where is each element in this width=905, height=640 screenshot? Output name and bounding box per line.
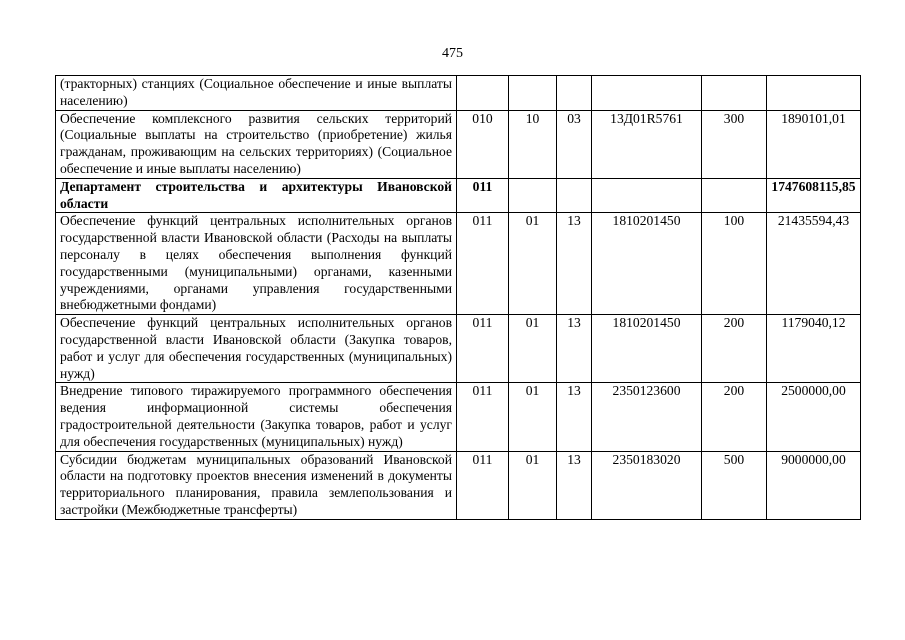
table-row <box>56 178 861 213</box>
row-ministry-code: 011 <box>457 315 509 383</box>
row-expense-type: 100 <box>702 213 767 315</box>
row-ministry-code: 011 <box>457 451 509 519</box>
row-subsection-code <box>557 178 592 213</box>
table-row <box>56 451 861 519</box>
row-target-code: 13Д01R5761 <box>592 110 702 178</box>
table-row <box>56 110 861 178</box>
row-target-code: 1810201450 <box>592 213 702 315</box>
row-ministry-code: 010 <box>457 110 509 178</box>
row-amount <box>767 76 861 111</box>
row-ministry-code <box>457 76 509 111</box>
row-description: Обеспечение функций центральных исполнительных органов государственной власти Ивановской области (Расходы на выплаты персоналу в целях обеспечения выполнения функций государственными (муниципальными) органами, казенными учреждениями, органами управления государственными внебюджетными фондами) <box>56 213 457 315</box>
row-target-code: 1810201450 <box>592 315 702 383</box>
row-amount: 21435594,43 <box>767 213 861 315</box>
row-description: (тракторных) станциях (Социальное обеспечение и иные выплаты населению) <box>56 76 457 111</box>
row-expense-type <box>702 76 767 111</box>
row-expense-type: 200 <box>702 383 767 451</box>
row-amount: 9000000,00 <box>767 451 861 519</box>
row-section-code: 10 <box>509 110 557 178</box>
row-section-code: 01 <box>509 451 557 519</box>
row-expense-type: 200 <box>702 315 767 383</box>
row-description: Обеспечение функций центральных исполнительных органов государственной власти Ивановской области (Закупка товаров, работ и услуг для обеспечения государственных (муниципальных) нужд) <box>56 315 457 383</box>
row-section-code: 01 <box>509 383 557 451</box>
row-section-code <box>509 178 557 213</box>
row-ministry-code: 011 <box>457 383 509 451</box>
row-subsection-code: 13 <box>557 213 592 315</box>
row-subsection-code: 03 <box>557 110 592 178</box>
row-description: Субсидии бюджетам муниципальных образований Ивановской области на подготовку проектов внесения изменений в документы территориального планирования, правила землепользования и застройки (Межбюджетные трансферты) <box>56 451 457 519</box>
row-target-code <box>592 76 702 111</box>
row-description: Департамент строительства и архитектуры Ивановской области <box>56 178 457 213</box>
row-amount: 1747608115,85 <box>767 178 861 213</box>
row-expense-type: 300 <box>702 110 767 178</box>
row-subsection-code <box>557 76 592 111</box>
row-ministry-code: 011 <box>457 178 509 213</box>
row-subsection-code: 13 <box>557 383 592 451</box>
row-section-code: 01 <box>509 315 557 383</box>
row-description: Обеспечение комплексного развития сельских территорий (Социальные выплаты на строительство (приобретение) жилья гражданам, проживающим на сельских территориях) (Социальное обеспечение и иные выплаты населению) <box>56 110 457 178</box>
row-expense-type: 500 <box>702 451 767 519</box>
row-target-code: 2350123600 <box>592 383 702 451</box>
row-amount: 1890101,01 <box>767 110 861 178</box>
table-row <box>56 76 861 111</box>
row-expense-type <box>702 178 767 213</box>
table-row <box>56 315 861 383</box>
row-ministry-code: 011 <box>457 213 509 315</box>
row-target-code: 2350183020 <box>592 451 702 519</box>
row-amount: 2500000,00 <box>767 383 861 451</box>
row-section-code: 01 <box>509 213 557 315</box>
row-target-code <box>592 178 702 213</box>
row-description: Внедрение типового тиражируемого программного обеспечения ведения информационной системы обеспечения градостроительной деятельности (Закупка товаров, работ и услуг для обеспечения государственных (муниципальных) нужд) <box>56 383 457 451</box>
table-row <box>56 383 861 451</box>
table-row <box>56 213 861 315</box>
budget-table <box>55 75 861 520</box>
table-body <box>56 76 861 520</box>
row-section-code <box>509 76 557 111</box>
row-subsection-code: 13 <box>557 315 592 383</box>
row-subsection-code: 13 <box>557 451 592 519</box>
page-number: 475 <box>442 46 463 61</box>
row-amount: 1179040,12 <box>767 315 861 383</box>
